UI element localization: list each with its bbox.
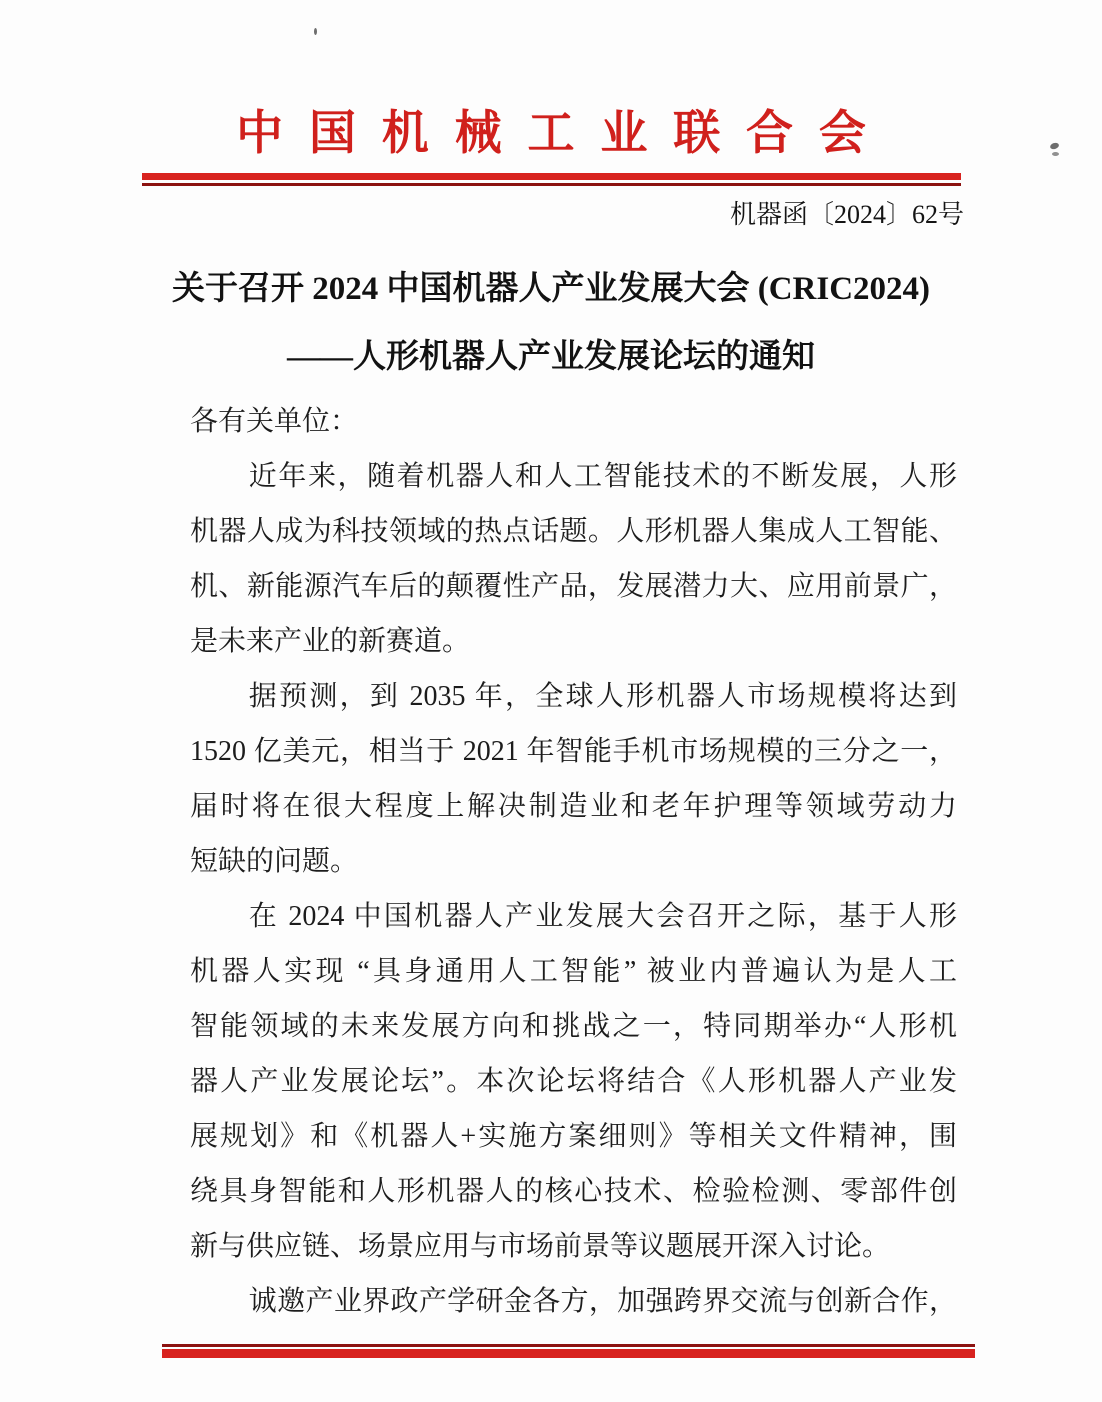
body-line: 智能领域的未来发展方向和挑战之一，特同期举办“人形机 [190,1011,957,1042]
body-line: 机器人实现 “具身通用人工智能” 被业内普遍认为是人工 [190,956,957,987]
body-line: 届时将在很大程度上解决制造业和老年护理等领域劳动力 [190,791,957,822]
body-line: 短缺的问题。 [190,846,359,877]
body-line: 是未来产业的新赛道。 [190,626,471,657]
scan-artifact-speck [1052,152,1059,156]
body-line: 据预测，到 2035 年，全球人形机器人市场规模将达到 [248,681,957,712]
letterhead-rule-thick [142,173,961,180]
document-title-line-1: 关于召开 2024 中国机器人产业发展大会 (CRIC2024) [171,271,931,307]
body-line: 机器人成为科技领域的热点话题。人形机器人集成人工智能、 [190,516,957,547]
body-line: 近年来，随着机器人和人工智能技术的不断发展，人形 [248,461,957,492]
letterhead-rule-thin [142,183,961,186]
document-body [190,394,957,1329]
body-line: 绕具身智能和人形机器人的核心技术、检验检测、零部件创 [190,1176,957,1207]
letterhead-org-name: 中国机械工业联合会 [236,108,892,160]
body-line: 机、新能源汽车后的颠覆性产品，发展潜力大、应用前景广， [190,571,957,602]
document-title-line-2: ——人形机器人产业发展论坛的通知 [287,339,815,375]
body-line: 器人产业发展论坛”。本次论坛将结合《人形机器人产业发 [190,1066,957,1097]
body-line: 1520 亿美元，相当于 2021 年智能手机市场规模的三分之一， [190,736,957,767]
footer-rule-thin [162,1344,975,1347]
body-line-salutation: 各有关单位： [190,406,359,437]
scan-artifact-speck [314,28,317,35]
document-number: 机器函〔2024〕62号 [729,200,964,229]
footer-rule-thick [162,1349,975,1358]
body-line: 展规划》和《机器人+实施方案细则》等相关文件精神，围 [190,1121,957,1152]
body-line: 在 2024 中国机器人产业发展大会召开之际，基于人形 [248,901,957,932]
body-line: 新与供应链、场景应用与市场前景等议题展开深入讨论。 [190,1231,891,1262]
body-line: 诚邀产业界政产学研金各方，加强跨界交流与创新合作， [248,1286,957,1317]
